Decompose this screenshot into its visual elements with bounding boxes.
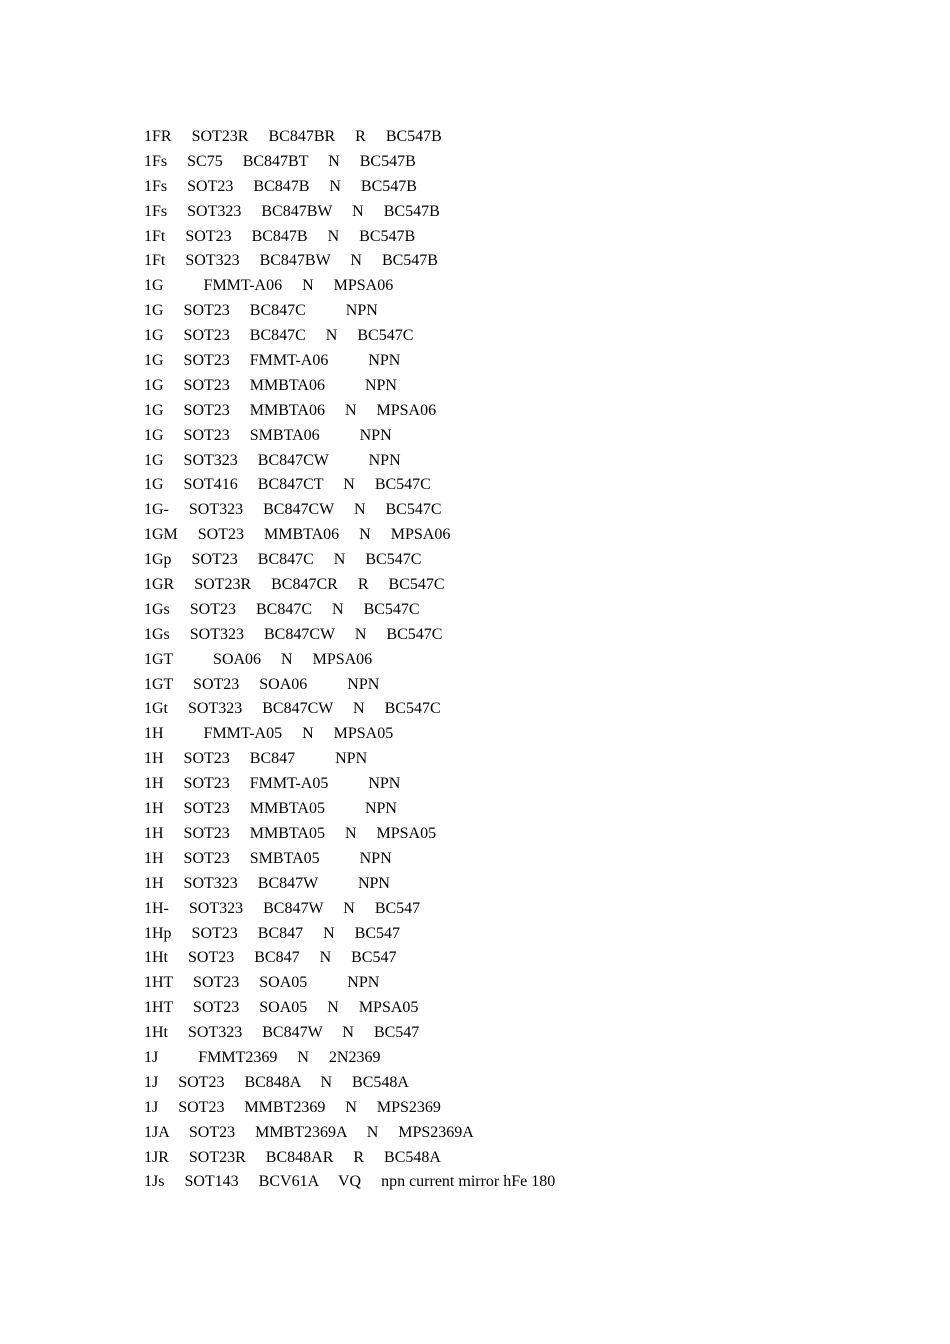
text-line: 1G SOT23 MMBTA06 N MPSA06 [144, 401, 437, 419]
text-line: 1G SOT416 BC847CT N BC547C [144, 476, 431, 494]
text-line: 1Ft SOT323 BC847BW N BC547B [144, 252, 438, 270]
text-line: 1Js SOT143 BCV61A VQ npn current mirror hFe 180 [144, 1173, 556, 1191]
text-line: 1G SOT323 BC847CW NPN [144, 451, 401, 469]
text-line: 1FR SOT23R BC847BR R BC547B [144, 128, 442, 145]
text-line: 1JA SOT23 MMBT2369A N MPS2369A [144, 1123, 474, 1141]
text-line: 1Gs SOT23 BC847C N BC547C [144, 600, 420, 618]
text-line: 1H SOT23 MMBTA05 NPN [144, 800, 397, 818]
text-line: 1Gp SOT23 BC847C N BC547C [144, 551, 422, 569]
text-line: 1Ft SOT23 BC847B N BC547B [144, 227, 416, 245]
text-line: 1H SOT23 MMBTA05 N MPSA05 [144, 824, 437, 842]
text-line: 1GT SOA06 N MPSA06 [144, 650, 373, 668]
text-line: 1G SOT23 BC847C NPN [144, 302, 378, 320]
text-line: 1H SOT23 FMMT-A05 NPN [144, 775, 401, 793]
text-line: 1HT SOT23 SOA05 NPN [144, 974, 380, 992]
text-line: 1Gs SOT323 BC847CW N BC547C [144, 625, 443, 643]
text-line: 1J SOT23 BC848A N BC548A [144, 1073, 409, 1091]
text-line: 1J FMMT2369 N 2N2369 [144, 1048, 381, 1066]
text-line: 1H- SOT323 BC847W N BC547 [144, 899, 421, 917]
text-line: 1H SOT23 BC847 NPN [144, 750, 368, 768]
text-line: 1G- SOT323 BC847CW N BC547C [144, 501, 442, 519]
text-line: 1Hp SOT23 BC847 N BC547 [144, 924, 401, 942]
text-line: 1Fs SOT323 BC847BW N BC547B [144, 202, 440, 220]
text-line: 1H SOT323 BC847W NPN [144, 874, 390, 892]
text-line: 1H FMMT-A05 N MPSA05 [144, 725, 394, 743]
text-line: 1Fs SOT23 BC847B N BC547B [144, 177, 417, 195]
text-line: 1Fs SC75 BC847BT N BC547B [144, 152, 416, 170]
text-line: 1G SOT23 FMMT-A06 NPN [144, 352, 401, 370]
text-line: 1G SOT23 BC847C N BC547C [144, 327, 414, 345]
text-line: 1J SOT23 MMBT2369 N MPS2369 [144, 1098, 441, 1116]
text-line: 1GM SOT23 MMBTA06 N MPSA06 [144, 526, 451, 544]
text-line: 1G SOT23 MMBTA06 NPN [144, 376, 397, 394]
text-line: 1G FMMT-A06 N MPSA06 [144, 277, 394, 295]
text-line: 1JR SOT23R BC848AR R BC548A [144, 1148, 441, 1166]
marking-code-list [144, 125, 555, 1195]
text-line: 1Ht SOT323 BC847W N BC547 [144, 1024, 420, 1042]
text-line: 1H SOT23 SMBTA05 NPN [144, 849, 392, 867]
text-line: 1G SOT23 SMBTA06 NPN [144, 426, 392, 444]
text-line: 1GR SOT23R BC847CR R BC547C [144, 576, 445, 594]
text-line: 1GT SOT23 SOA06 NPN [144, 675, 380, 693]
text-line: 1Gt SOT323 BC847CW N BC547C [144, 700, 441, 718]
text-line: 1HT SOT23 SOA05 N MPSA05 [144, 999, 419, 1017]
text-line: 1Ht SOT23 BC847 N BC547 [144, 949, 397, 967]
